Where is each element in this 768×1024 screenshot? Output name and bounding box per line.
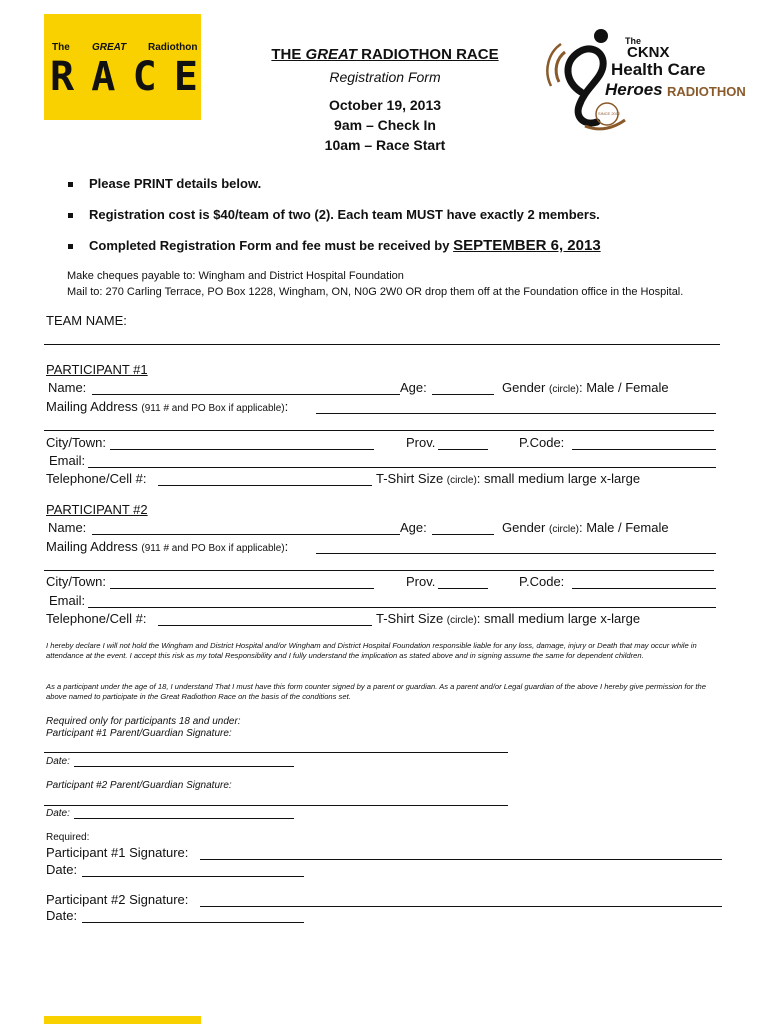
event-start: 10am – Race Start [324, 137, 446, 153]
date-label: Date: [46, 862, 78, 877]
mail-address: Mail to: 270 Carling Terrace, PO Box 1228, Wingham, ON, N0G 2W0 OR drop them off at the Foundation office in the Hospital. [67, 286, 684, 298]
p1-telephone-field[interactable] [158, 485, 372, 486]
p2-date-field[interactable] [82, 922, 304, 923]
city-label: City/Town: [46, 435, 106, 450]
cknx-the: The [625, 36, 642, 46]
p2-tshirt[interactable] [376, 611, 640, 626]
p1-pcode-field[interactable] [572, 449, 716, 450]
p1-prov-field[interactable] [438, 449, 488, 450]
cknx-logo [545, 22, 746, 132]
gender-label: Gender [502, 520, 549, 535]
team-name-label: TEAM NAME: [46, 313, 127, 328]
list-item [68, 176, 748, 191]
circle-note: (circle) [548, 384, 579, 395]
pcode-label: P.Code: [519, 574, 565, 589]
p1-guardian-label: Participant #1 Parent/Guardian Signature: [46, 728, 232, 739]
participant-2-heading: PARTICIPANT #2 [46, 502, 148, 517]
cheque-payable: Make cheques payable to: Wingham and District Hospital Foundation [67, 270, 404, 282]
bullet-icon [68, 244, 73, 249]
mailing-colon: : [284, 399, 289, 414]
cknx-since: SINCE 2002 [598, 111, 621, 116]
title-prefix: THE [271, 46, 306, 63]
mailing-text: Mailing Address [46, 539, 142, 554]
tshirt-options: : small medium large x-large [476, 611, 641, 626]
date-label: Date: [46, 756, 70, 767]
participant-1-heading: PARTICIPANT #1 [46, 362, 148, 377]
p2-gender[interactable] [502, 520, 669, 535]
tshirt-options: : small medium large x-large [476, 471, 641, 486]
p2-city-field[interactable] [110, 588, 374, 589]
deadline-date: SEPTEMBER 6, 2013 [453, 237, 601, 254]
city-label: City/Town: [46, 574, 106, 589]
event-date: October 19, 2013 [328, 97, 442, 113]
minor-consent: As a participant under the age of 18, I understand That I must have this form counter signed by a parent or guardian. As a parent and/or Legal guardian of the above I hereby give permission for the above named to participate in the Great Radiothon Race on the basis of the conditions set. [46, 682, 706, 701]
mailing-label [46, 399, 288, 414]
form-subtitle: Registration Form [329, 69, 441, 85]
liability-waiver: I hereby declare I will not hold the Wingham and District Hospital and/or Wingham and District Hospital Foundation responsible liable for any loss, damage, injury or Death that may occur while in attendance at the event. I accept this risk as my total Responsibility and I fully understand the implication as stated above and in signing assume the same for dependent children. [46, 641, 697, 660]
email-label: Email: [49, 593, 86, 608]
list-item [68, 207, 748, 222]
footer-bar [44, 1016, 201, 1024]
required-label: Required: [46, 832, 90, 843]
gender-options: : Male / Female [578, 520, 669, 535]
p1-name-field[interactable] [92, 394, 400, 395]
team-name-field[interactable] [44, 344, 720, 345]
date-label: Date: [46, 908, 78, 923]
p1-guardian-date-field[interactable] [74, 766, 294, 767]
instruction-print: Please PRINT details below. [89, 176, 262, 191]
date-label: Date: [46, 808, 70, 819]
p2-signature-label: Participant #2 Signature: [46, 892, 189, 907]
instruction-cost: Registration cost is $40/team of two (2). Each team MUST have exactly 2 members. [89, 207, 600, 222]
p2-guardian-date-field[interactable] [74, 818, 294, 819]
telephone-label: Telephone/Cell #: [46, 611, 147, 626]
circle-note: (circle) [446, 615, 477, 626]
p2-telephone-field[interactable] [158, 625, 372, 626]
list-item [68, 237, 748, 254]
logo-the: The [52, 42, 70, 53]
email-label: Email: [49, 453, 86, 468]
circle-note: (circle) [446, 475, 477, 486]
logo-letter: E [173, 54, 198, 100]
title-suffix: RADIOTHON RACE [356, 46, 499, 63]
cknx-heroes: Heroes [605, 80, 663, 99]
pcode-label: P.Code: [519, 435, 565, 450]
p2-guardian-signature-field[interactable] [44, 805, 508, 806]
p1-guardian-signature-field[interactable] [44, 752, 508, 753]
p1-date-field[interactable] [82, 876, 304, 877]
cknx-callsign: CKNX [627, 44, 670, 61]
name-label: Name: [48, 380, 87, 395]
p2-mailing-field[interactable] [316, 553, 716, 554]
cknx-health: Health Care [611, 60, 706, 79]
p1-mailing-field-2[interactable] [44, 430, 714, 431]
tshirt-label: T-Shirt Size [376, 471, 447, 486]
logo-race-word [50, 54, 198, 100]
bullet-icon [68, 213, 73, 218]
p2-signature-field[interactable] [200, 906, 722, 907]
p1-signature-field[interactable] [200, 859, 722, 860]
p1-city-field[interactable] [110, 449, 374, 450]
telephone-label: Telephone/Cell #: [46, 471, 147, 486]
logo-great: GREAT [92, 42, 127, 53]
age-label: Age: [400, 380, 427, 395]
prov-label: Prov. [406, 435, 436, 450]
p1-signature-label: Participant #1 Signature: [46, 845, 189, 860]
logo-letter: C [132, 54, 157, 100]
race-logo [44, 14, 201, 120]
p1-gender[interactable] [502, 380, 669, 395]
title-great: GREAT [305, 46, 357, 63]
mailing-note: (911 # and PO Box if applicable) [141, 403, 285, 414]
payment-info [67, 268, 683, 300]
mailing-text: Mailing Address [46, 399, 142, 414]
gender-options: : Male / Female [578, 380, 669, 395]
title-block [240, 46, 530, 155]
tshirt-label: T-Shirt Size [376, 611, 447, 626]
event-details [240, 95, 530, 155]
prov-label: Prov. [406, 574, 436, 589]
p2-guardian-label: Participant #2 Parent/Guardian Signature: [46, 780, 232, 791]
bullet-icon [68, 182, 73, 187]
gender-label: Gender [502, 380, 549, 395]
logo-radiothon: Radiothon [148, 42, 198, 53]
age-label: Age: [400, 520, 427, 535]
page-title [240, 46, 530, 63]
mailing-note: (911 # and PO Box if applicable) [141, 543, 285, 554]
logo-letter: R [50, 54, 75, 100]
mailing-label [46, 539, 288, 554]
instruction-deadline: Completed Registration Form and fee must be received by [89, 238, 454, 253]
mailing-colon: : [284, 539, 289, 554]
logo-letter: A [91, 54, 116, 100]
p2-email-field[interactable] [88, 607, 716, 608]
p1-tshirt[interactable] [376, 471, 640, 486]
p2-name-field[interactable] [92, 534, 400, 535]
event-checkin: 9am – Check In [334, 117, 436, 133]
cknx-radiothon: RADIOTHON [667, 84, 746, 99]
p1-email-field[interactable] [88, 467, 716, 468]
p2-pcode-field[interactable] [572, 588, 716, 589]
circle-note: (circle) [548, 524, 579, 535]
p1-mailing-field[interactable] [316, 413, 716, 414]
guardian-required-note: Required only for participants 18 and under: [46, 716, 241, 727]
p2-mailing-field-2[interactable] [44, 570, 714, 571]
p2-prov-field[interactable] [438, 588, 488, 589]
p1-age-field[interactable] [432, 394, 494, 395]
name-label: Name: [48, 520, 87, 535]
p2-age-field[interactable] [432, 534, 494, 535]
